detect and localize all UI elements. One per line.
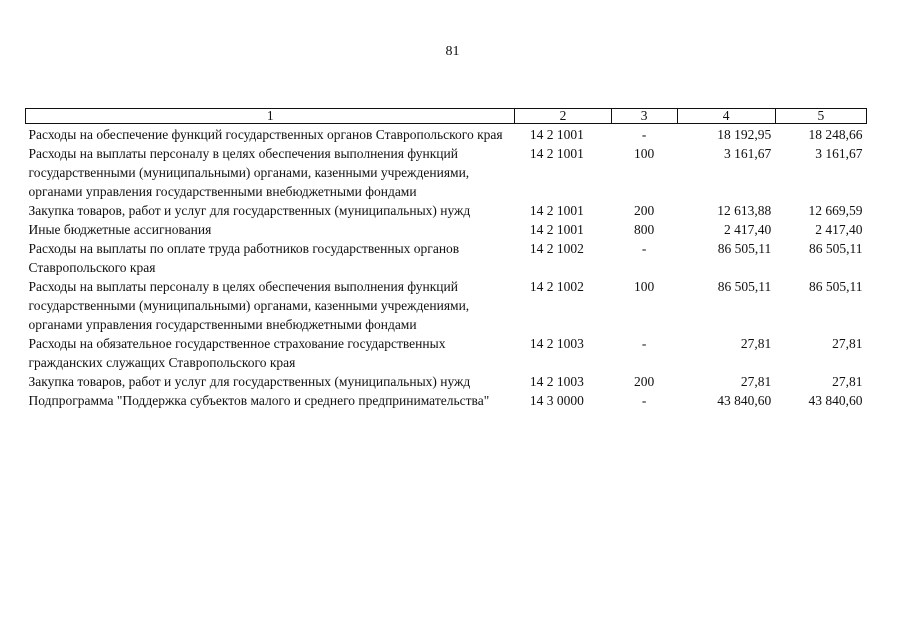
table-row: [26, 239, 867, 277]
row-type: 100: [633, 279, 655, 294]
budget-table: [25, 108, 867, 410]
row-code: 14 2 1003: [529, 374, 584, 389]
row-type: 200: [633, 374, 655, 389]
table-row: [26, 144, 867, 201]
row-amount-col5: 43 840,60: [808, 393, 863, 408]
row-amount-col5: 12 669,59: [808, 203, 863, 218]
row-name: Расходы на обеспечение функций государственных органов Ставропольского края: [28, 127, 503, 142]
row-amount-col4: 43 840,60: [717, 393, 772, 408]
table-header-row: [26, 109, 867, 124]
page-number: 81: [445, 44, 460, 59]
row-code: 14 2 1001: [529, 127, 584, 142]
row-name: Расходы на обязательное государственное страхование государственных гражданских служащих Ставропольского края: [28, 336, 446, 370]
row-code: 14 3 0000: [529, 393, 584, 408]
row-type: 200: [633, 203, 655, 218]
row-type: -: [641, 336, 647, 351]
row-amount-col5: 86 505,11: [809, 241, 863, 256]
row-amount-col4: 2 417,40: [724, 222, 772, 237]
row-amount-col5: 2 417,40: [815, 222, 863, 237]
row-code: 14 2 1002: [529, 279, 584, 294]
header-col-4: 4: [677, 109, 775, 124]
row-amount-col5: 86 505,11: [809, 279, 863, 294]
row-type: -: [641, 393, 647, 408]
table-row: [26, 277, 867, 334]
row-amount-col5: 27,81: [832, 336, 863, 351]
table-row: [26, 372, 867, 391]
row-name: Расходы на выплаты персоналу в целях обеспечения выполнения функций государственными (муниципальными) органами, казенными учреждениями, органами управления государственными внебюджетными фондами: [28, 146, 470, 199]
header-col-1: 1: [26, 109, 515, 124]
row-amount-col4: 12 613,88: [717, 203, 772, 218]
row-name: Закупка товаров, работ и услуг для государственных (муниципальных) нужд: [28, 374, 471, 389]
row-amount-col5: 27,81: [832, 374, 863, 389]
row-amount-col4: 86 505,11: [717, 241, 772, 256]
row-code: 14 2 1001: [529, 222, 584, 237]
table-row: [26, 391, 867, 410]
row-amount-col4: 86 505,11: [717, 279, 772, 294]
row-code: 14 2 1003: [529, 336, 584, 351]
row-name: Закупка товаров, работ и услуг для государственных (муниципальных) нужд: [28, 203, 471, 218]
row-name: Подпрограмма "Поддержка субъектов малого и среднего предпринимательства": [28, 393, 490, 408]
row-amount-col4: 27,81: [740, 374, 772, 389]
row-type: 100: [633, 146, 655, 161]
row-name: Расходы на выплаты по оплате труда работников государственных органов Ставропольского края: [28, 241, 460, 275]
header-col-2: 2: [515, 109, 611, 124]
row-amount-col4: 27,81: [740, 336, 772, 351]
row-amount-col5: 18 248,66: [808, 127, 863, 142]
header-col-5: 5: [775, 109, 866, 124]
table-row: [26, 334, 867, 372]
row-type: -: [641, 241, 647, 256]
table-row: [26, 220, 867, 239]
row-amount-col4: 3 161,67: [724, 146, 772, 161]
header-col-3: 3: [611, 109, 677, 124]
row-code: 14 2 1002: [529, 241, 584, 256]
row-type: 800: [633, 222, 655, 237]
row-type: -: [641, 127, 647, 142]
row-amount-col5: 3 161,67: [815, 146, 863, 161]
table-row: [26, 201, 867, 220]
row-name: Расходы на выплаты персоналу в целях обеспечения выполнения функций государственными (муниципальными) органами, казенными учреждениями, органами управления государственными внебюджетными фондами: [28, 279, 470, 332]
row-code: 14 2 1001: [529, 203, 584, 218]
table-row: [26, 124, 867, 145]
row-code: 14 2 1001: [529, 146, 584, 161]
row-name: Иные бюджетные ассигнования: [28, 222, 212, 237]
row-amount-col4: 18 192,95: [717, 127, 772, 142]
table-body: [26, 124, 867, 411]
